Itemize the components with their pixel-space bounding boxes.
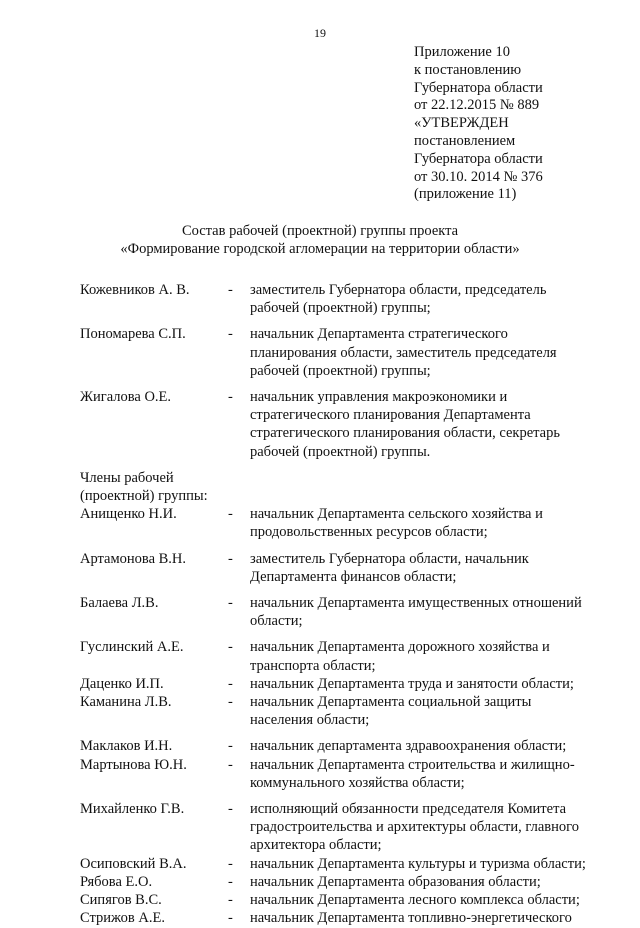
member-name: Артамонова В.Н. [80,550,187,567]
role-line: рабочей (проектной) группы; [250,362,431,379]
dash-separator: - [228,675,233,692]
role-line: начальник департамента здравоохранения области; [250,738,567,755]
role-line: начальник Департамента труда и занятости области; [250,675,574,692]
title-line-2: «Формирование городской агломерации на территории области» [120,241,520,257]
dash-separator: - [228,738,233,755]
role-line: рабочей (проектной) группы; [250,300,431,317]
member-role [250,325,600,380]
member-row [80,756,620,792]
role-line: области; [250,613,303,630]
member-name: Рябова Е.О. [80,873,153,890]
dash-separator: - [228,282,233,298]
member-row [80,594,620,630]
role-line: начальник Департамента лесного комплекса области; [250,892,580,909]
role-line: начальник управления макроэкономики и [250,389,508,406]
member-role [250,638,600,674]
dash-separator: - [228,595,233,612]
member-row [80,909,620,927]
role-line: начальник Департамента имущественных отношений [250,595,582,612]
member-role [250,388,600,461]
appendix-line: Губернатора области [414,150,543,167]
role-line: заместитель Губернатора области, председатель [250,282,547,298]
dash-separator: - [228,550,233,567]
role-line: населения области; [250,712,370,729]
dash-separator: - [228,639,233,656]
member-name: Даценко И.П. [80,675,164,692]
member-row [80,550,620,586]
role-line: стратегического планирования Департамента [250,407,531,424]
member-name: Кожевников А. В. [80,282,190,298]
role-line: заместитель Губернатора области, начальник [250,550,529,567]
role-line: стратегического планирования области, секретарь [250,425,560,442]
member-role [250,693,600,729]
member-role [250,550,600,586]
dash-separator: - [228,892,233,909]
member-role [250,909,600,927]
member-row [80,873,620,891]
dash-separator: - [228,694,233,711]
member-name: Анищенко Н.И. [80,506,177,523]
member-name: Маклаков И.Н. [80,738,173,755]
members-heading-line: Члены рабочей [80,469,174,486]
appendix-line: Приложение 10 [414,44,510,60]
member-role [250,594,600,630]
member-role [250,891,600,909]
members-list [80,281,620,928]
member-role [250,281,600,317]
members-heading [80,469,620,505]
member-row [80,855,620,873]
role-line: исполняющий обязанности председателя Комитета [250,801,567,818]
dash-separator: - [228,910,233,927]
appendix-block [414,44,634,204]
member-role [250,505,600,541]
member-name: Балаева Л.В. [80,595,159,612]
appendix-line: постановлением [414,132,516,149]
dash-separator: - [228,326,233,343]
member-row [80,800,620,855]
member-role [250,756,600,792]
member-role [250,800,600,855]
role-line: рабочей (проектной) группы. [250,443,431,460]
role-line: начальник Департамента топливно-энергетического [250,910,572,927]
appendix-line: к постановлению [414,61,522,78]
member-row [80,737,620,755]
dash-separator: - [228,389,233,406]
role-line: транспорта области; [250,657,376,674]
role-line: архитектора области; [250,837,382,854]
appendix-line: (приложение 11) [414,186,517,203]
role-line: начальник Департамента социальной защиты [250,694,532,711]
member-row [80,891,620,909]
role-line: начальник Департамента образования области; [250,873,541,890]
dash-separator: - [228,506,233,523]
member-name: Осиповский В.А. [80,855,187,872]
role-line: начальник Департамента стратегического [250,326,508,343]
member-role [250,873,600,891]
members-heading-line: (проектной) группы: [80,488,208,505]
member-name: Стрижов А.Е. [80,910,165,927]
role-line: начальник Департамента строительства и жилищно- [250,756,575,773]
member-name: Жигалова О.Е. [80,389,172,406]
member-name: Мартынова Ю.Н. [80,756,187,773]
member-row [80,505,620,541]
member-row [80,281,620,317]
title-line-1: Состав рабочей (проектной) группы проекта [181,223,459,239]
dash-separator: - [228,855,233,872]
role-line: градостроительства и архитектуры области, главного [250,819,579,836]
member-row [80,693,620,729]
member-role [250,737,600,755]
role-line: начальник Департамента сельского хозяйства и [250,506,543,523]
member-name: Пономарева С.П. [80,326,186,343]
member-row [80,325,620,380]
member-name: Каманина Л.В. [80,694,172,711]
member-row [80,675,620,693]
dash-separator: - [228,873,233,890]
member-name: Сипягов В.С. [80,892,162,909]
page-number: 19 [314,26,326,40]
member-name: Михайленко Г.В. [80,801,185,818]
role-line: продовольственных ресурсов области; [250,524,488,541]
appendix-line: от 22.12.2015 № 889 [414,97,540,114]
dash-separator: - [228,801,233,818]
document-title [0,222,640,258]
member-row [80,638,620,674]
dash-separator: - [228,756,233,773]
role-line: Департамента финансов области; [250,568,457,585]
appendix-line: Губернатора области [414,79,543,96]
member-role [250,855,600,873]
leaders-group [80,281,620,461]
role-line: начальник Департамента культуры и туризма области; [250,855,586,872]
role-line: начальник Департамента дорожного хозяйства и [250,639,550,656]
role-line: коммунального хозяйства области; [250,774,465,791]
appendix-line: от 30.10. 2014 № 376 [414,168,543,185]
role-line: планирования области, заместитель председателя [250,344,557,361]
member-role [250,675,600,693]
member-row [80,388,620,461]
members-group [80,505,620,927]
member-name: Гуслинский А.Е. [80,639,184,656]
appendix-line: «УТВЕРЖДЕН [414,115,509,132]
